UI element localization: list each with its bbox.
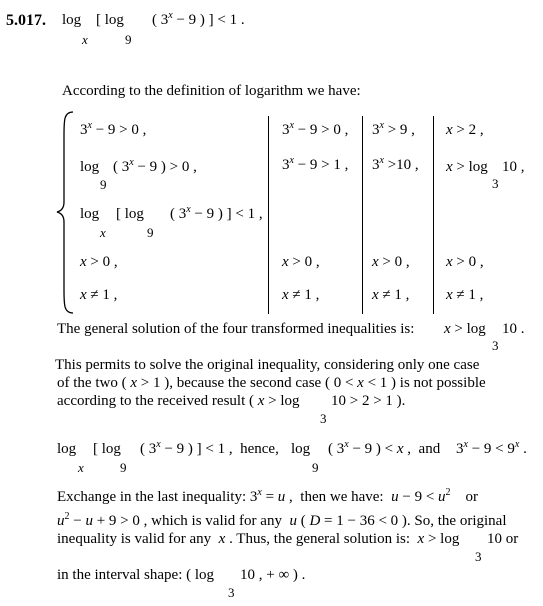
inner-log-base: 9 (125, 32, 132, 47)
hence-log: log (57, 441, 77, 457)
sys-c2-r5: x ≠ 1 , (282, 287, 320, 303)
permits-line3-tail: 10 > 2 > 1 ). (331, 393, 406, 409)
sys-c1-r3-open: [ log (116, 206, 144, 222)
divider-2 (362, 116, 363, 314)
hence-arg2: ( $3^x - 9$ ) < x , and (328, 439, 441, 457)
inner-arg: ( $3^x - 9$ ) ] < 1 . (152, 10, 245, 28)
permits-line1: This permits to solve the original inequality, considering only one case (55, 357, 480, 373)
sys-c1-r1: $3^x - 9 > 0$ , (80, 120, 147, 138)
divider-1 (268, 116, 269, 314)
sys-c1-r5: x ≠ 1 , (80, 287, 118, 303)
sys-c3-r5: x ≠ 1 , (372, 287, 410, 303)
sys-c4-r1: x > 2 , (446, 122, 484, 138)
exchange-line1: Exchange in the last inequality: $3^x = u$ , then we have: $u - 9 < u^2$ or (57, 487, 479, 505)
lhs-log-base: x (82, 32, 88, 47)
sys-c1-r3-rest: ( $3^x - 9$ ) ] < 1 , (170, 204, 263, 222)
sys-c4-r2-tail: 10 , (502, 159, 525, 175)
sys-c3-r1: $3^x > 9$ , (372, 120, 415, 138)
sys-c1-r3-base2: 9 (147, 225, 154, 240)
exchange-line4-base: 3 (228, 585, 235, 600)
sys-c1-r4: x > 0 , (80, 254, 118, 270)
exchange-line3-tail: 10 or (487, 531, 519, 547)
general-solution-expr: x > log (444, 321, 486, 337)
sys-c2-r4: x > 0 , (282, 254, 320, 270)
sys-c2-r2: $3^x - 9 > 1$ , (282, 155, 349, 173)
inner-log: [ log (96, 12, 124, 28)
exchange-line4-tail: 10 , + ∞ ) . (240, 567, 306, 583)
general-solution-tail: 10 . (502, 321, 525, 337)
sys-c1-r2-arg: ( $3^x - 9$ ) > 0 , (113, 157, 197, 175)
sys-c1-r3-base: x (100, 225, 106, 240)
sys-c4-r2-base: 3 (492, 176, 499, 191)
divider-3 (433, 116, 434, 314)
permits-line3: according to the received result ( x > log (57, 393, 300, 409)
sys-c1-r2-base: 9 (100, 177, 107, 192)
hence-log-base: x (78, 460, 84, 475)
system-brace (56, 110, 76, 315)
problem-number: 5.017. (6, 12, 46, 29)
lhs-log: log (62, 12, 82, 28)
sys-c3-r4: x > 0 , (372, 254, 410, 270)
hence-log2: log (291, 441, 311, 457)
intro-text: According to the definition of logarithm we have: (62, 83, 361, 99)
hence-inner-base: 9 (120, 460, 127, 475)
exchange-line4: in the interval shape: ( log (57, 567, 215, 583)
exchange-line3: inequality is valid for any x . Thus, the general solution is: x > log (57, 531, 460, 547)
hence-inner-log: [ log (93, 441, 121, 457)
hence-arg: ( $3^x - 9$ ) ] < 1 , hence, (140, 439, 279, 457)
permits-line3-base: 3 (320, 411, 327, 426)
sys-c2-r1: $3^x - 9 > 0$ , (282, 120, 349, 138)
sys-c1-r2: log (80, 159, 100, 175)
permits-line2: of the two ( x > 1 ), because the second case ( 0 < x < 1 ) is not possible (57, 375, 486, 391)
sys-c3-r2: $3^x >10$ , (372, 155, 419, 173)
hence-log2-base: 9 (312, 460, 319, 475)
general-solution-text: The general solution of the four transformed inequalities is: (57, 321, 415, 337)
sys-c4-r5: x ≠ 1 , (446, 287, 484, 303)
sys-c4-r2: x > log (446, 159, 488, 175)
exchange-line3-base: 3 (475, 549, 482, 564)
general-solution-base: 3 (492, 338, 499, 353)
sys-c4-r4: x > 0 , (446, 254, 484, 270)
hence-final: $3^x - 9 < 9^x$ . (456, 439, 527, 457)
sys-c1-r3-log: log (80, 206, 100, 222)
exchange-line2: $u^2 - u + 9 > 0$ , which is valid for any u ( D = 1 − 36 < 0 ). So, the original (57, 511, 507, 529)
